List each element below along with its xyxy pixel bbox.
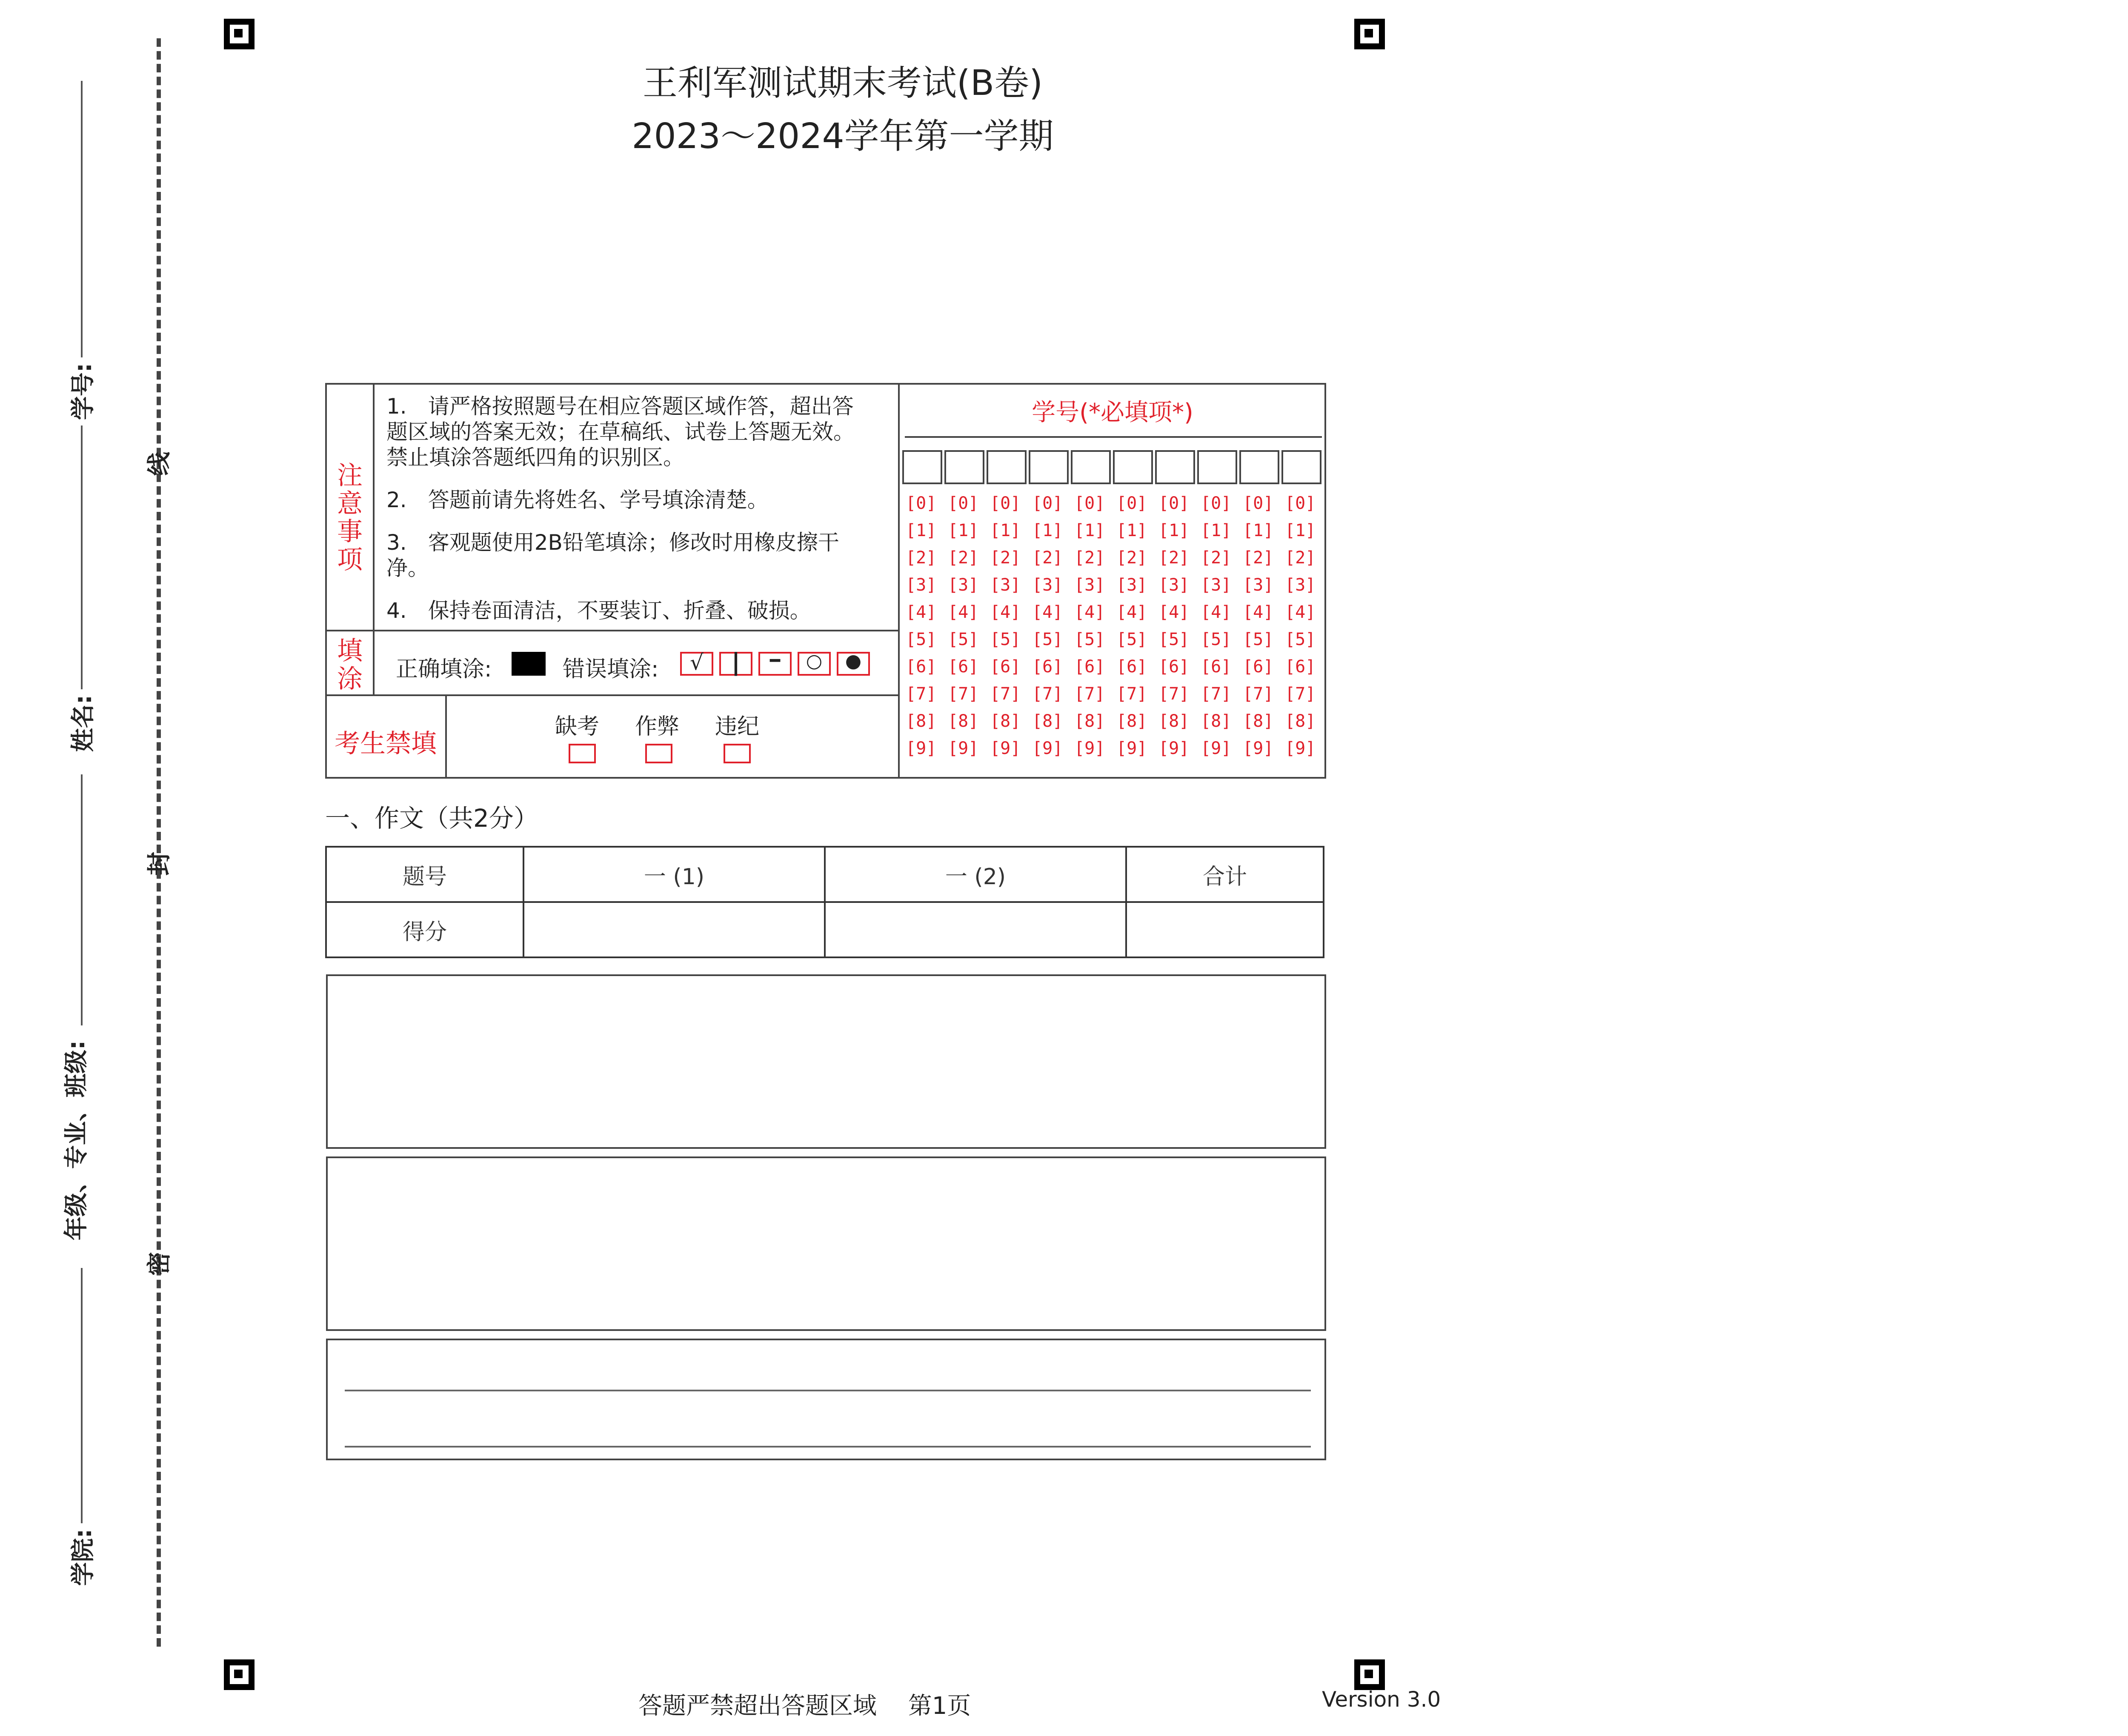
student-id-option[interactable]: [5] <box>990 630 1021 649</box>
student-id-option[interactable]: [7] <box>1116 684 1147 704</box>
student-id-option[interactable]: [3] <box>1201 575 1232 595</box>
student-id-option[interactable]: [0] <box>1201 494 1232 513</box>
section-title: 一、作文（共2分） <box>325 804 538 833</box>
corner-marker-bottom-left <box>224 1659 255 1690</box>
student-id-option[interactable]: [6] <box>1074 657 1105 677</box>
student-id-option[interactable]: [1] <box>906 521 937 540</box>
fill-correct-sample <box>512 652 546 676</box>
student-id-option[interactable]: [6] <box>1285 657 1316 677</box>
grade-underline[interactable] <box>81 774 83 1025</box>
fill-heading: 填涂 <box>337 636 363 694</box>
student-id-option[interactable]: [5] <box>1285 630 1316 649</box>
version-label: Version 3.0 <box>1322 1687 1441 1712</box>
student-id-option[interactable]: [1] <box>1158 521 1190 540</box>
student-id-write-box[interactable] <box>1155 450 1195 484</box>
student-id-option[interactable]: [6] <box>1243 657 1274 677</box>
footer-notice: 答题严禁超出答题区域 第1页 <box>638 1692 971 1720</box>
student-id-heading: 学号(*必填项*) <box>1032 399 1193 426</box>
student-id-write-box[interactable] <box>1071 450 1111 484</box>
student-id-option[interactable]: [6] <box>906 657 937 677</box>
student-id-option[interactable]: [3] <box>1285 575 1316 595</box>
student-id-option[interactable]: [5] <box>1243 630 1274 649</box>
name-label: 姓名: <box>69 694 97 752</box>
notice-item-1: 1. 请严格按照题号在相应答题区域作答，超出答题区域的答案无效；在草稿纸、试卷上答题无效。禁止填涂答题纸四角的识别区。 <box>386 394 855 470</box>
forbidden-divider-v <box>445 694 447 779</box>
student-id-option[interactable]: [1] <box>990 521 1021 540</box>
student-id-option[interactable]: [4] <box>1074 602 1105 622</box>
student-id-option[interactable]: [5] <box>1158 630 1190 649</box>
student-id-option[interactable]: [0] <box>990 494 1021 513</box>
wrong-mark-dash-glyph: ━ <box>769 651 781 671</box>
answer-line-2 <box>345 1446 1311 1448</box>
corner-marker-top-left <box>224 19 255 49</box>
student-id-option[interactable]: [9] <box>990 739 1021 758</box>
student-id-option[interactable]: [2] <box>906 548 937 568</box>
student-id-option[interactable]: [8] <box>1158 711 1190 731</box>
wrong-mark-check-glyph: √ <box>690 650 704 675</box>
student-id-write-box[interactable] <box>1239 450 1279 484</box>
student-id-option[interactable]: [9] <box>1243 739 1274 758</box>
student-id-option[interactable]: [4] <box>948 602 979 622</box>
student-id-option[interactable]: [7] <box>1032 684 1063 704</box>
student-id-write-box[interactable] <box>1029 450 1069 484</box>
student-id-option[interactable]: [0] <box>906 494 937 513</box>
student-id-option[interactable]: [0] <box>1285 494 1316 513</box>
corner-marker-top-center <box>1354 19 1385 49</box>
student-id-option[interactable]: [3] <box>1243 575 1274 595</box>
name-underline[interactable] <box>81 425 83 689</box>
wrong-mark-circle-glyph: ○ <box>806 650 823 672</box>
student-id-option[interactable]: [9] <box>1116 739 1147 758</box>
fill-wrong-label: 错误填涂: <box>563 657 659 682</box>
notice-divider-v <box>373 383 375 696</box>
student-id-option[interactable]: [7] <box>906 684 937 704</box>
answer-area-1[interactable] <box>326 974 1326 1149</box>
student-id-option[interactable]: [1] <box>1074 521 1105 540</box>
student-id-option[interactable]: [2] <box>1116 548 1147 568</box>
student-id-write-box[interactable] <box>944 450 984 484</box>
answer-area-3[interactable] <box>326 1339 1326 1460</box>
student-id-option[interactable]: [9] <box>1074 739 1105 758</box>
student-id-option[interactable]: [3] <box>990 575 1021 595</box>
student-id-write-box[interactable] <box>1113 450 1153 484</box>
forbidden-violation-box[interactable] <box>724 744 751 763</box>
college-label: 学院: <box>69 1528 97 1586</box>
binding-seal-char: 封 <box>146 852 173 876</box>
grade-label: 年级、专业、班级: <box>63 1040 91 1241</box>
student-id-option[interactable]: [7] <box>1201 684 1232 704</box>
student-id-option[interactable]: [2] <box>1074 548 1105 568</box>
student-id-option[interactable]: [7] <box>1074 684 1105 704</box>
notice-fill-divider <box>325 630 900 631</box>
student-id-write-box[interactable] <box>1281 450 1321 484</box>
fill-correct-label: 正确填涂: <box>396 657 492 682</box>
student-id-option[interactable]: [6] <box>990 657 1021 677</box>
student-id-option[interactable]: [6] <box>1158 657 1190 677</box>
student-id-option[interactable]: [0] <box>1243 494 1274 513</box>
student-id-option[interactable]: [2] <box>948 548 979 568</box>
student-id-option[interactable]: [1] <box>1032 521 1063 540</box>
student-id-option[interactable]: [0] <box>1032 494 1063 513</box>
college-underline[interactable] <box>81 1268 83 1523</box>
corner-marker-bottom-center <box>1354 1659 1385 1690</box>
student-id-option[interactable]: [8] <box>1285 711 1316 731</box>
student-id-write-box[interactable] <box>1197 450 1237 484</box>
student-id-option[interactable]: [8] <box>1074 711 1105 731</box>
student-id-underline[interactable] <box>81 81 83 357</box>
student-id-option[interactable]: [7] <box>1243 684 1274 704</box>
forbidden-violation-label: 违纪 <box>715 714 760 740</box>
student-id-option[interactable]: [3] <box>1158 575 1190 595</box>
score-header-q2: 一 (2) <box>824 846 1127 903</box>
student-id-option[interactable]: [2] <box>1201 548 1232 568</box>
student-id-option[interactable]: [8] <box>990 711 1021 731</box>
student-id-write-box[interactable] <box>987 450 1027 484</box>
score-cell-total[interactable] <box>1125 901 1324 958</box>
student-id-option[interactable]: [5] <box>1074 630 1105 649</box>
student-id-label: 学号: <box>69 363 97 420</box>
student-id-option[interactable]: [4] <box>1158 602 1190 622</box>
student-id-option[interactable]: [3] <box>1032 575 1063 595</box>
student-id-option[interactable]: [3] <box>1116 575 1147 595</box>
student-id-option[interactable]: [4] <box>990 602 1021 622</box>
student-id-option[interactable]: [1] <box>1285 521 1316 540</box>
student-id-option[interactable]: [1] <box>948 521 979 540</box>
student-id-heading-rule <box>905 436 1322 438</box>
student-id-option[interactable]: [6] <box>1201 657 1232 677</box>
notice-item-2: 2. 答题前请先将姓名、学号填涂清楚。 <box>386 488 769 512</box>
forbidden-heading: 考生禁填 <box>335 729 437 759</box>
student-id-option[interactable]: [1] <box>1243 521 1274 540</box>
student-id-option[interactable]: [9] <box>1285 739 1316 758</box>
student-id-option[interactable]: [3] <box>906 575 937 595</box>
forbidden-absent-label: 缺考 <box>555 714 600 740</box>
student-id-option[interactable]: [4] <box>1116 602 1147 622</box>
student-id-option[interactable]: [0] <box>1158 494 1190 513</box>
forbidden-absent-box[interactable] <box>569 744 596 763</box>
student-id-option[interactable]: [2] <box>1158 548 1190 568</box>
student-id-option[interactable]: [4] <box>906 602 937 622</box>
student-id-option[interactable]: [9] <box>906 739 937 758</box>
student-id-option[interactable]: [8] <box>1116 711 1147 731</box>
student-id-option[interactable]: [7] <box>1158 684 1190 704</box>
score-cell-q2[interactable] <box>824 901 1127 958</box>
student-id-option[interactable]: [3] <box>948 575 979 595</box>
binding-line-char: 线 <box>146 452 173 476</box>
score-header-number: 题号 <box>325 846 524 903</box>
student-id-bubble-grid[interactable] <box>902 494 1324 766</box>
student-id-option[interactable]: [8] <box>1243 711 1274 731</box>
student-id-option[interactable]: [5] <box>1032 630 1063 649</box>
answer-area-2[interactable] <box>326 1156 1326 1331</box>
student-id-option[interactable]: [4] <box>1243 602 1274 622</box>
binding-secret-char: 密 <box>146 1252 173 1276</box>
wrong-mark-bar-glyph: | <box>731 648 741 676</box>
student-id-option[interactable]: [0] <box>1116 494 1147 513</box>
forbidden-cheat-box[interactable] <box>645 744 672 763</box>
student-id-option[interactable]: [5] <box>948 630 979 649</box>
score-row-label: 得分 <box>325 901 524 958</box>
exam-term: 2023～2024学年第一学期 <box>632 116 1054 157</box>
student-id-option[interactable]: [7] <box>1285 684 1316 704</box>
student-id-option[interactable]: [7] <box>948 684 979 704</box>
exam-title: 王利军测试期末考试(B卷) <box>642 63 1043 103</box>
student-id-option[interactable]: [8] <box>1032 711 1063 731</box>
student-id-option[interactable]: [4] <box>1285 602 1316 622</box>
student-id-write-box[interactable] <box>902 450 942 484</box>
student-id-option[interactable]: [1] <box>1116 521 1147 540</box>
score-cell-q1[interactable] <box>523 901 826 958</box>
student-id-option[interactable]: [6] <box>1116 657 1147 677</box>
student-id-option[interactable]: [7] <box>990 684 1021 704</box>
student-id-option[interactable]: [4] <box>1201 602 1232 622</box>
student-id-option[interactable]: [8] <box>906 711 937 731</box>
student-id-option[interactable]: [9] <box>1032 739 1063 758</box>
student-id-option[interactable]: [3] <box>1074 575 1105 595</box>
student-id-write-boxes <box>902 450 1324 486</box>
student-id-option[interactable]: [6] <box>948 657 979 677</box>
student-id-option[interactable]: [2] <box>1032 548 1063 568</box>
student-id-option[interactable]: [2] <box>1285 548 1316 568</box>
student-id-option[interactable]: [9] <box>1158 739 1190 758</box>
binding-dashed-line <box>157 38 161 1647</box>
notice-item-3: 3. 客观题使用2B铅笔填涂；修改时用橡皮擦干净。 <box>386 530 839 580</box>
student-id-option[interactable]: [1] <box>1201 521 1232 540</box>
score-header-total: 合计 <box>1125 846 1324 903</box>
student-id-option[interactable]: [8] <box>1201 711 1232 731</box>
answer-line-1 <box>345 1390 1311 1391</box>
student-id-option[interactable]: [2] <box>1243 548 1274 568</box>
student-id-option[interactable]: [5] <box>906 630 937 649</box>
notice-item-4: 4. 保持卷面清洁，不要装订、折叠、破损。 <box>386 598 811 623</box>
student-id-divider-v <box>898 383 900 779</box>
student-id-option[interactable]: [0] <box>948 494 979 513</box>
fill-forbidden-divider <box>325 694 900 696</box>
student-id-option[interactable]: [8] <box>948 711 979 731</box>
student-id-option[interactable]: [4] <box>1032 602 1063 622</box>
student-id-option[interactable]: [6] <box>1032 657 1063 677</box>
wrong-mark-dot-glyph: ● <box>845 650 862 672</box>
student-id-option[interactable]: [2] <box>990 548 1021 568</box>
student-id-option[interactable]: [0] <box>1074 494 1105 513</box>
student-id-option[interactable]: [5] <box>1201 630 1232 649</box>
student-id-option[interactable]: [9] <box>948 739 979 758</box>
forbidden-cheat-label: 作弊 <box>635 714 680 740</box>
student-id-option[interactable]: [5] <box>1116 630 1147 649</box>
notice-heading: 注意事项 <box>337 461 363 575</box>
student-id-option[interactable]: [9] <box>1201 739 1232 758</box>
score-header-q1: 一 (1) <box>523 846 826 903</box>
